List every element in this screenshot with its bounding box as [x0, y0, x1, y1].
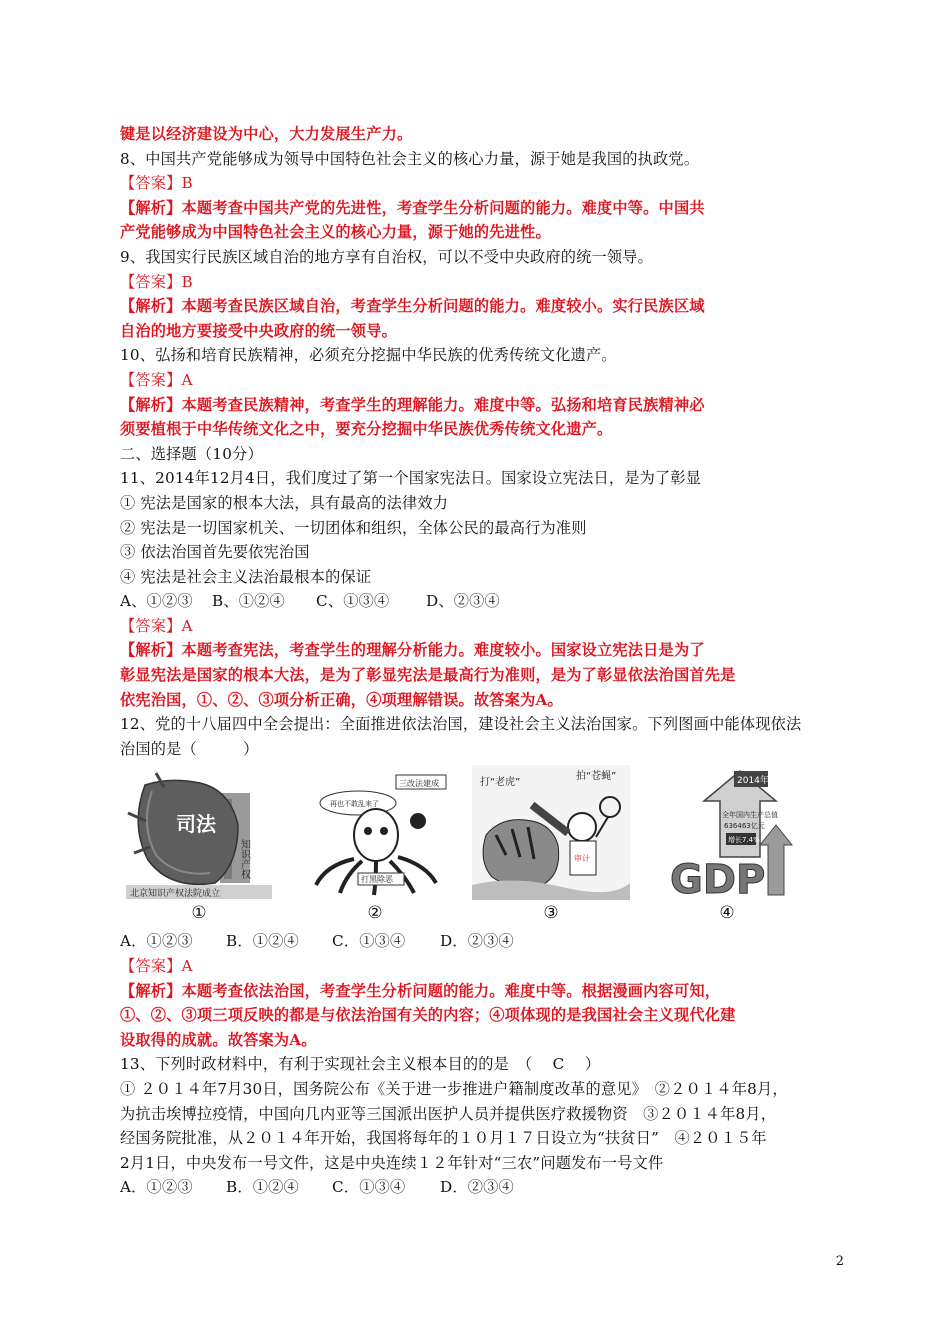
- text-line: 【解析】本题考查民族精神，考查学生的理解能力。难度中等。弘扬和培育民族精神必: [120, 395, 705, 414]
- text-line: 【答案】B: [120, 272, 193, 291]
- text-line: 8、中国共产党能够成为领导中国特色社会主义的核心力量，源于她是我国的执政党。: [120, 149, 700, 168]
- option-b: B、①②④: [212, 592, 285, 611]
- shield-illustration: [120, 765, 278, 905]
- gdp-logo: GDP: [670, 857, 766, 904]
- text-line: 【解析】本题考查依法治国，考查学生分析问题的能力。难度中等。根据漫画内容可知，: [120, 981, 721, 1000]
- sign-text: 三改法建成: [399, 779, 439, 789]
- text-line: 设取得的成就。故答案为A。: [120, 1030, 317, 1049]
- text-line: 依宪治国，①、②、③项分析正确，④项理解错误。故答案为A。: [120, 690, 563, 709]
- cartoon-strip: [120, 765, 860, 927]
- label-tiger: 打“老虎”: [480, 777, 521, 789]
- text-line: 为抗击埃博拉疫情，中国向几内亚等三国派出医护人员并提供医疗救援物资 ③２０１４年8月，: [120, 1104, 777, 1123]
- text-line: 【答案】A: [120, 616, 193, 635]
- option-d: D、②③④: [426, 592, 500, 611]
- text-block-mid: [120, 614, 860, 762]
- option-b: B．①②④: [226, 1178, 299, 1197]
- text-line: 治国的是（ ）: [120, 739, 259, 758]
- text-line: 彰显宪法是国家的根本大法，是为了彰显宪法是最高行为准则，是为了彰显依法治国首先是: [120, 666, 736, 685]
- question-12: 12、党的十八届四中全会提出：全面推进依法治国，建设社会主义法治国家。下列图画中能体现依法: [120, 715, 802, 734]
- q13-options: [120, 1175, 860, 1200]
- cartoon-tiger-fly: [472, 765, 630, 927]
- octopus-illustration: [296, 765, 454, 905]
- shield-text: 司法: [176, 812, 216, 837]
- question-11: 11、2014年12月4日，我们度过了第一个国家宪法日。国家设立宪法日，是为了彰显: [120, 469, 702, 488]
- choice-item: ① 宪法是国家的根本大法，具有最高的法律效力: [120, 493, 449, 512]
- text-line: 10、弘扬和培育民族精神，必须充分挖掘中华民族的优秀传统文化遗产。: [120, 346, 617, 365]
- label-fly: 拍“苍蝇”: [576, 771, 617, 783]
- gdp-value: 636463亿元: [724, 822, 765, 831]
- option-d: D．②③④: [440, 1178, 514, 1197]
- cartoon-octopus: [296, 765, 454, 927]
- text-line: ① ２０１４年7月30日，国务院公布《关于进一步推进户籍制度改革的意见》 ②２０１４年8月，: [120, 1080, 788, 1098]
- gdp-illustration: [648, 765, 806, 905]
- text-line: 【答案】A: [120, 957, 193, 976]
- q12-options: [120, 929, 860, 954]
- option-b: B．①②④: [226, 932, 299, 951]
- text-line: 【解析】本题考查民族区域自治，考查学生分析问题的能力。难度较小。实行民族区域: [120, 297, 705, 316]
- speech-bubble: 再也不敢乱来了: [330, 800, 379, 809]
- base-text: 打黑除恶: [361, 875, 393, 885]
- option-a: A．①②③: [120, 932, 193, 951]
- question-13: 13、下列时政材料中，有利于实现社会主义根本目的的是 （ C ）: [120, 1055, 601, 1074]
- text-line: 产党能够成为中国特色社会主义的核心力量，源于她的先进性。: [120, 223, 551, 242]
- section-heading: 二、选择题（10分）: [120, 444, 263, 463]
- text-block-bottom: [120, 954, 860, 1175]
- option-c: C．①③④: [332, 1178, 406, 1197]
- picture-number: ②: [367, 903, 383, 924]
- picture-number: ④: [719, 903, 735, 924]
- text-line: ①、②、③项三项反映的都是与依法治国有关的内容；④项体现的是我国社会主义现代化建: [120, 1006, 736, 1025]
- gdp-title: 全年国内生产总值: [722, 811, 778, 820]
- gdp-growth: 增长7.4%: [728, 836, 760, 845]
- text-line: 【答案】B: [120, 174, 193, 193]
- text-block-top: [120, 122, 860, 589]
- option-d: D．②③④: [440, 932, 514, 951]
- option-c: C．①③④: [332, 932, 406, 951]
- text-line: 【解析】本题考查中国共产党的先进性，考查学生分析问题的能力。难度中等。中国共: [120, 198, 705, 217]
- option-a: A．①②③: [120, 1178, 193, 1197]
- choice-item: ④ 宪法是社会主义法治最根本的保证: [120, 567, 372, 586]
- text-line: 须要植根于中华传统文化之中，要充分挖掘中华民族优秀传统文化遗产。: [120, 420, 613, 439]
- q11-options: [120, 589, 860, 614]
- text-line: 2月1日，中央发布一号文件，这是中央连续１２年针对“三农”问题发布一号文件: [120, 1153, 664, 1172]
- tag-text: 审计: [574, 854, 590, 864]
- choice-item: ③ 依法治国首先要依宪治国: [120, 543, 310, 562]
- text-line: 自治的地方要接受中央政府的统一领导。: [120, 321, 397, 340]
- document-page: [120, 122, 860, 1200]
- side-text: 知识产权: [238, 839, 250, 880]
- picture-caption: 北京知识产权法院成立: [130, 889, 221, 900]
- text-line: 【答案】A: [120, 370, 193, 389]
- year-label: 2014年: [737, 776, 769, 787]
- page-number: 2: [835, 1254, 844, 1269]
- picture-number: ①: [191, 903, 207, 924]
- option-a: A、①②③: [120, 592, 193, 611]
- cartoon-gdp: [648, 765, 806, 927]
- cartoon-judiciary: [120, 765, 278, 927]
- choice-item: ② 宪法是一切国家机关、一切团体和组织，全体公民的最高行为准则: [120, 518, 587, 537]
- text-line: 键是以经济建设为中心，大力发展生产力。: [120, 125, 413, 143]
- picture-number: ③: [543, 903, 559, 924]
- text-line: 经国务院批准，从２０１４年开始，我国将每年的１０月１７日设立为“扶贫日” ④２０１５年: [120, 1129, 767, 1148]
- option-c: C、①③④: [316, 592, 390, 611]
- text-line: 【解析】本题考查宪法，考查学生的理解分析能力。难度较小。国家设立宪法日是为了: [120, 641, 705, 660]
- tiger-illustration: [472, 765, 630, 905]
- text-line: 9、我国实行民族区域自治的地方享有自治权，可以不受中央政府的统一领导。: [120, 247, 654, 266]
